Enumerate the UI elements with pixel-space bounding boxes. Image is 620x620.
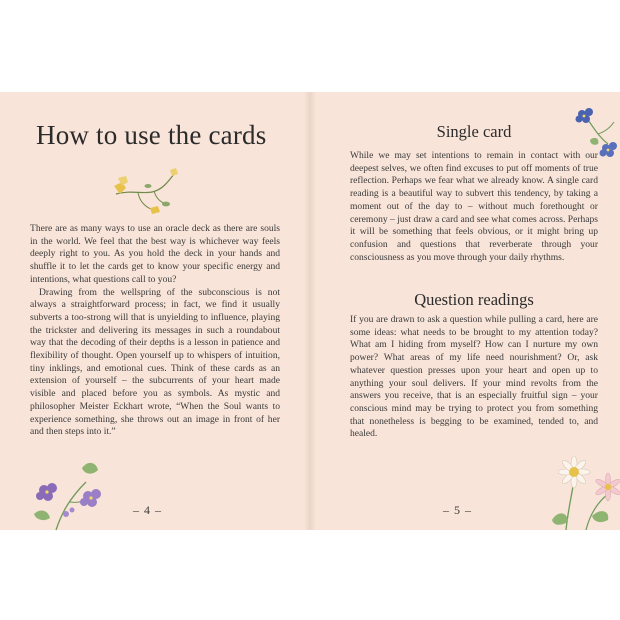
paragraph: There are as many ways to use an oracle deck as there are souls in the world. We feel that the best way is whichever way feels deeply right to you. As you hold the deck in your hands and shuffle it to let the cards get to know your specific energy and intentions, what questions call to you?	[30, 223, 280, 285]
single-card-text	[350, 150, 598, 264]
paragraph: While we may set intentions to remain in contact with our deepest selves, we often find excuses to put off moments of true reflection. Perhaps we fear what we already know. A single card reading is a beautiful way to subvert this tendency, by taking a moment out of the day to – without much forethought or ceremony – just draw a card and see what comes across. Perhaps it will be something that feels obvious, or it might bring up confusion and questions that reverberate through your consciousness as you move through your daily rhythms.	[350, 150, 598, 263]
violet-flower-icon	[26, 452, 116, 532]
page-number: – 4 –	[133, 503, 162, 517]
intro-text	[30, 223, 280, 439]
yellow-sprig-icon	[110, 164, 182, 216]
book-spread	[0, 92, 620, 530]
paragraph: Drawing from the wellspring of the subconscious is not always a straightforward process; in fact, we find it usually subverts a too-strong will that is unyielding to influence, playing the trickster and delivering its messages in such a roundabout way that the decoding of their depths is a lesson in patience and flexibility of thought. Open yourself up to whispers of intuition, tiny inklings, and emotional cues. Think of these cards as an extension of yourself – the subcurrents of your heart made visible and placed before you as symbols. As mystic and philosopher Meister Eckhart wrote, “When the Soul wants to experience something, she throws out an image in front of her and then steps into it.”	[30, 286, 280, 438]
page-number: – 5 –	[443, 503, 472, 517]
page-title: How to use the cards	[36, 120, 267, 150]
question-readings-text	[350, 314, 598, 441]
question-readings-heading: Question readings	[414, 290, 534, 309]
left-page	[0, 92, 310, 530]
paragraph: If you are drawn to ask a question while pulling a card, here are some ideas: what needs to be brought to my attention today? What am I hiding from myself? How can I nurture my own power? What areas of my life need nourishment? Or, ask whatever question presses upon your heart and open up to anything your soul delivers. If your mind revolts from the answers you receive, that is an especially fruitful sign – your conscious mind may be trying to protect you from something that nonetheless is begging to be examined, tended to, and healed.	[350, 314, 598, 440]
single-card-heading: Single card	[436, 122, 512, 141]
daisy-icon	[546, 450, 620, 530]
right-page	[310, 92, 620, 530]
